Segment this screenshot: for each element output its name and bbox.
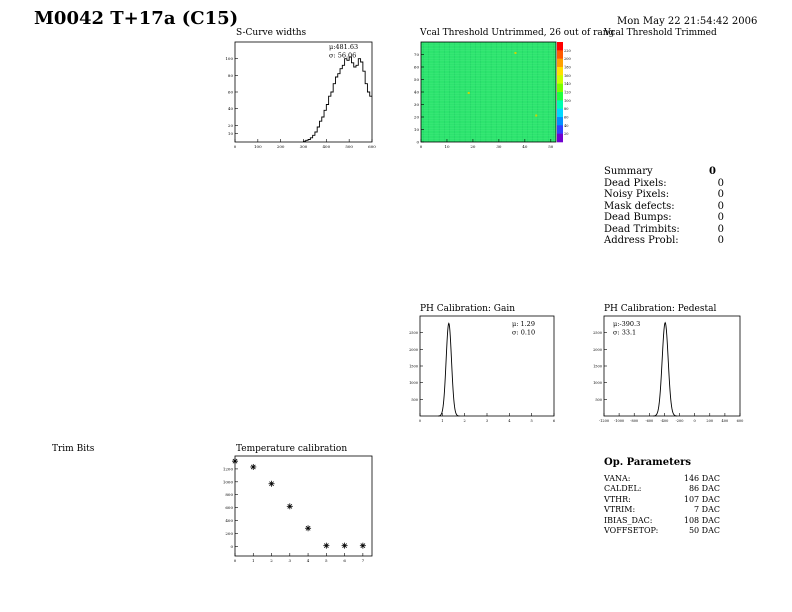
op-row — [604, 516, 720, 526]
scatter-point — [250, 464, 256, 470]
x-tick-label: 4 — [508, 419, 511, 423]
colorbar-tick-label: 20 — [564, 132, 569, 137]
x-tick-label: 600 — [736, 419, 744, 423]
summary-block — [604, 166, 724, 247]
op-row — [604, 526, 720, 536]
op-value: 107 DAC — [683, 494, 720, 504]
x-tick-label: 2 — [270, 558, 273, 563]
summary-value: 0 — [717, 177, 724, 189]
summary-row — [604, 189, 724, 201]
x-tick-label: 1 — [441, 419, 444, 423]
scatter-point — [360, 543, 366, 549]
heatmap-hot-pixel — [514, 52, 516, 54]
summary-header — [604, 166, 724, 178]
stat-mu: μ: 1.29 — [512, 320, 535, 328]
pedestal-title: PH Calibration: Pedestal — [604, 304, 717, 314]
x-tick-label: 0 — [233, 144, 237, 149]
scatter-point — [323, 543, 329, 549]
y-tick-label: 80 — [227, 72, 233, 78]
page-title: M0042 T+17a (C15) — [34, 8, 239, 29]
summary-row — [604, 178, 724, 190]
op-row — [604, 495, 720, 505]
colorbar-segment — [557, 134, 563, 143]
y-tick-label: 1500 — [409, 364, 418, 369]
x-tick-label: 3 — [485, 419, 489, 423]
y-tick-label: 2500 — [593, 331, 602, 336]
temperature-title: Temperature calibration — [236, 444, 348, 454]
scatter-point — [287, 503, 293, 509]
trim-bits-title: Trim Bits — [52, 444, 95, 454]
colorbar-segment — [557, 50, 563, 59]
colorbar-tick-label: 60 — [564, 115, 569, 120]
x-tick-label: 6 — [552, 419, 556, 423]
summary-value: 0 — [717, 223, 724, 235]
y-tick-label: 40 — [227, 106, 233, 112]
x-tick-label: 0 — [419, 144, 423, 149]
scurve-title: S-Curve widths — [236, 28, 307, 38]
stat-mu: μ:481.63 — [329, 43, 359, 51]
op-label: IBIAS_DAC: — [604, 515, 653, 525]
x-tick-label: 2 — [463, 419, 466, 423]
y-tick-label: 400 — [225, 518, 233, 524]
x-tick-label: 0 — [418, 419, 422, 423]
colorbar-tick-label: 100 — [564, 98, 571, 103]
x-tick-label: 5 — [530, 419, 533, 423]
op-value: 86 DAC — [688, 484, 720, 494]
x-tick-label: 30 — [496, 144, 502, 149]
colorbar-segment — [557, 92, 563, 101]
op-value: 146 DAC — [683, 474, 720, 483]
heatmap-hot-pixel — [468, 92, 470, 94]
histogram-line — [653, 323, 677, 416]
x-tick-label: -1200 — [598, 419, 610, 423]
stat-mu: μ:-390.3 — [613, 320, 641, 328]
stat-sigma: σ: 56.06 — [329, 51, 357, 60]
y-tick-label: 1000 — [222, 479, 233, 485]
colorbar-segment — [557, 125, 563, 134]
histogram-line — [304, 57, 373, 142]
op-label: VTRIM: — [604, 505, 636, 515]
y-tick-label: 70 — [413, 52, 419, 57]
x-tick-label: 50 — [548, 144, 554, 149]
summary-label: Noisy Pixels: — [604, 189, 670, 200]
x-tick-label: -400 — [660, 419, 669, 423]
summary-label: Dead Trimbits: — [604, 223, 680, 235]
colorbar-tick-label: 120 — [564, 90, 571, 95]
heatmap-hot-pixel — [535, 115, 537, 117]
y-tick-label: 30 — [413, 102, 419, 107]
scatter-point — [232, 458, 238, 464]
op-label: VTHR: — [604, 494, 631, 504]
y-tick-label: 1000 — [593, 381, 602, 386]
x-tick-label: -200 — [675, 419, 684, 423]
y-tick-label: 50 — [413, 77, 419, 82]
y-tick-label: 2000 — [409, 347, 418, 352]
x-tick-label: 1 — [251, 558, 255, 563]
op-label: CALDEL: — [604, 484, 642, 494]
op-row — [604, 474, 720, 484]
summary-label: Address Probl: — [604, 235, 679, 246]
colorbar-segment — [557, 100, 563, 109]
y-tick-label: 0 — [230, 543, 233, 549]
x-tick-label: 100 — [254, 144, 262, 149]
y-tick-label: 60 — [413, 64, 419, 70]
y-tick-label: 200 — [225, 530, 233, 536]
op-value: 108 DAC — [683, 515, 720, 525]
x-tick-label: 7 — [361, 558, 365, 563]
summary-value: 0 — [717, 189, 724, 200]
colorbar-segment — [557, 109, 563, 118]
colorbar-tick-label: 80 — [564, 107, 569, 112]
x-tick-label: 10 — [444, 144, 450, 149]
histogram-line — [438, 323, 459, 416]
vcal-untrimmed-title: Vcal Threshold Untrimmed, 26 out of rang — [420, 28, 615, 38]
op-value: 50 DAC — [688, 525, 720, 535]
x-tick-label: 200 — [706, 419, 714, 423]
y-tick-label: 1000 — [409, 381, 418, 386]
y-tick-label: 100 — [225, 56, 233, 62]
x-tick-label: -600 — [645, 419, 654, 423]
colorbar-tick-label: 160 — [564, 73, 571, 78]
y-tick-label: 800 — [225, 492, 233, 498]
colorbar-segment — [557, 84, 563, 93]
heatmap-fill — [421, 42, 556, 142]
x-tick-label: -1000 — [614, 419, 625, 423]
colorbar-tick-label: 180 — [564, 65, 571, 70]
y-tick-label: 2000 — [593, 347, 602, 352]
summary-title-value: 0 — [709, 166, 716, 177]
timestamp: Mon May 22 21:54:42 2006 — [617, 16, 758, 27]
summary-label: Dead Pixels: — [604, 177, 667, 189]
x-tick-label: 200 — [276, 144, 285, 149]
colorbar-tick-label: 220 — [564, 48, 571, 53]
scurve-chart — [222, 38, 382, 150]
x-tick-label: 20 — [470, 144, 476, 149]
x-tick-label: 3 — [288, 558, 292, 563]
y-tick-label: 10 — [227, 131, 233, 137]
y-tick-label: 40 — [413, 89, 419, 95]
x-tick-label: 600 — [368, 144, 376, 149]
summary-row — [604, 201, 724, 213]
x-tick-label: 0 — [693, 419, 696, 423]
y-tick-label: 2500 — [409, 331, 418, 336]
colorbar-segment — [557, 117, 563, 126]
x-tick-label: 300 — [299, 144, 308, 149]
op-label: VANA: — [604, 474, 631, 483]
x-tick-label: 40 — [522, 144, 528, 149]
x-tick-label: 500 — [345, 144, 353, 149]
vcal-untrimmed-heatmap — [408, 38, 580, 150]
y-tick-label: 1200 — [222, 466, 233, 472]
gain-title: PH Calibration: Gain — [420, 304, 516, 314]
x-tick-label: 5 — [325, 558, 328, 563]
op-label: VOFFSETOP: — [604, 525, 659, 535]
stat-sigma: σ: 0.10 — [512, 328, 536, 337]
x-tick-label: -800 — [630, 419, 639, 423]
y-tick-label: 60 — [227, 89, 233, 95]
summary-label: Dead Bumps: — [604, 212, 672, 223]
summary-value: 0 — [717, 212, 724, 223]
summary-title: Summary — [604, 166, 653, 177]
colorbar-segment — [557, 42, 563, 51]
x-tick-label: 4 — [306, 558, 310, 563]
colorbar-segment — [557, 67, 563, 76]
pedestal-chart — [592, 312, 750, 428]
summary-row — [604, 224, 724, 236]
scatter-point — [305, 525, 311, 531]
y-tick-label: 500 — [411, 397, 418, 402]
colorbar-tick-label: 40 — [564, 123, 569, 128]
op-parameters-title: Op. Parameters — [604, 457, 691, 468]
y-tick-label: 20 — [413, 114, 419, 120]
x-tick-label: 400 — [721, 419, 729, 423]
summary-row — [604, 212, 724, 224]
op-row — [604, 505, 720, 515]
x-tick-label: 400 — [322, 144, 331, 149]
summary-value: 0 — [717, 200, 724, 212]
y-tick-label: 1500 — [593, 364, 602, 369]
y-tick-label: 10 — [413, 127, 419, 132]
colorbar-tick-label: 140 — [564, 82, 571, 87]
stat-sigma: σ: 33.1 — [613, 328, 637, 337]
op-row — [604, 484, 720, 494]
op-value: 7 DAC — [694, 505, 720, 515]
plot-frame — [235, 456, 372, 556]
y-tick-label: 600 — [225, 505, 233, 511]
x-tick-label: 6 — [343, 558, 346, 563]
colorbar-tick-label: 200 — [564, 57, 571, 62]
colorbar-segment — [557, 75, 563, 84]
op-parameters-block — [604, 474, 720, 536]
scatter-point — [342, 543, 348, 549]
gain-chart — [408, 312, 560, 428]
scatter-point — [269, 481, 275, 487]
y-tick-label: 20 — [227, 122, 233, 128]
y-tick-label: 500 — [595, 397, 602, 402]
summary-row — [604, 235, 724, 247]
summary-value: 0 — [717, 235, 724, 246]
temperature-chart — [222, 452, 382, 564]
vcal-trimmed-title: Vcal Threshold Trimmed — [604, 28, 717, 38]
colorbar-segment — [557, 59, 563, 68]
summary-label: Mask defects: — [604, 200, 675, 212]
x-tick-label: 0 — [233, 558, 237, 563]
y-tick-label: 0 — [416, 139, 419, 145]
